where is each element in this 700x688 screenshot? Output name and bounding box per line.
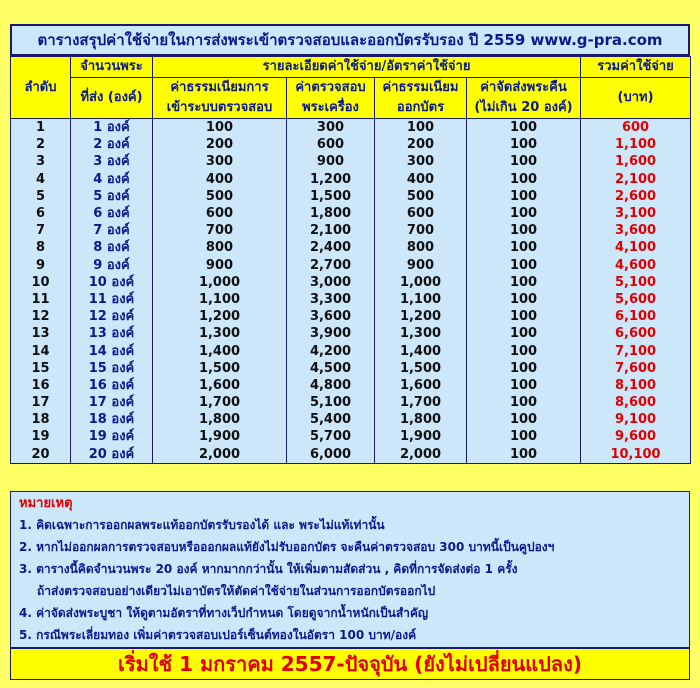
cell-check-fee: 1,800 xyxy=(287,205,375,222)
cell-check-fee: 5,700 xyxy=(287,428,375,445)
cell-order: 1 xyxy=(11,119,71,137)
cell-entry-fee: 100 xyxy=(153,119,287,137)
header-fee-entry-line1: ค่าธรรมเนียมการ xyxy=(170,80,269,95)
cell-total: 2,100 xyxy=(581,171,691,188)
cell-entry-fee: 300 xyxy=(153,153,287,170)
table-row xyxy=(11,171,691,188)
cell-check-fee: 1,200 xyxy=(287,171,375,188)
table-row xyxy=(11,136,691,153)
cell-count: 15 องค์ xyxy=(71,360,153,377)
cell-check-fee: 900 xyxy=(287,153,375,170)
page-title: ตารางสรุปค่าใช้จ่ายในการส่งพระเข้าตรวจสอบและออกบัตรรับรอง ปี 2559 www.g-pra.com xyxy=(10,24,690,56)
notes-title: หมายเหตุ xyxy=(19,496,73,511)
cell-check-fee: 300 xyxy=(287,119,375,137)
cell-return-fee: 100 xyxy=(467,239,581,256)
header-fee-card-line2: ออกบัตร xyxy=(396,100,445,115)
cell-card-fee: 1,200 xyxy=(375,308,467,325)
cell-card-fee: 700 xyxy=(375,222,467,239)
header-fee-check-line2: พระเครื่อง xyxy=(302,100,359,115)
header-count-line2: ที่ส่ง (องค์) xyxy=(71,78,153,119)
cell-total: 8,600 xyxy=(581,394,691,411)
cell-total: 8,100 xyxy=(581,377,691,394)
cell-return-fee: 100 xyxy=(467,153,581,170)
cell-total: 6,600 xyxy=(581,325,691,342)
cell-entry-fee: 1,000 xyxy=(153,274,287,291)
cell-return-fee: 100 xyxy=(467,308,581,325)
cell-count: 5 องค์ xyxy=(71,188,153,205)
table-row xyxy=(11,239,691,256)
cell-order: 12 xyxy=(11,308,71,325)
cell-card-fee: 1,700 xyxy=(375,394,467,411)
cell-entry-fee: 1,500 xyxy=(153,360,287,377)
cell-total: 7,600 xyxy=(581,360,691,377)
cell-count: 18 องค์ xyxy=(71,411,153,428)
cell-card-fee: 1,300 xyxy=(375,325,467,342)
note-item-continued: ถ้าส่งตรวจสอบอย่างเดียวไม่เอาบัตรให้ตัดค่าใช้จ่ายในส่วนการออกบัตรออกไป xyxy=(37,584,436,598)
cell-total: 1,600 xyxy=(581,153,691,170)
cell-count: 14 องค์ xyxy=(71,342,153,359)
table-row xyxy=(11,205,691,222)
cell-total: 10,100 xyxy=(581,446,691,464)
table-row xyxy=(11,153,691,170)
table-row xyxy=(11,325,691,342)
table-body xyxy=(11,119,691,464)
cell-entry-fee: 2,000 xyxy=(153,446,287,464)
table-row xyxy=(11,377,691,394)
cell-total: 5,100 xyxy=(581,274,691,291)
cell-check-fee: 2,700 xyxy=(287,257,375,274)
fee-summary-sheet xyxy=(8,8,692,680)
cell-return-fee: 100 xyxy=(467,171,581,188)
cell-order: 9 xyxy=(11,257,71,274)
cell-entry-fee: 600 xyxy=(153,205,287,222)
cell-total: 1,100 xyxy=(581,136,691,153)
table-row xyxy=(11,342,691,359)
cell-check-fee: 1,500 xyxy=(287,188,375,205)
cell-count: 2 องค์ xyxy=(71,136,153,153)
header-total-line2: (บาท) xyxy=(581,78,691,119)
header-total-line1: รวมค่าใช้จ่าย xyxy=(581,57,691,78)
cell-check-fee: 4,500 xyxy=(287,360,375,377)
cell-return-fee: 100 xyxy=(467,325,581,342)
cell-entry-fee: 1,100 xyxy=(153,291,287,308)
cell-total: 4,100 xyxy=(581,239,691,256)
cell-entry-fee: 1,900 xyxy=(153,428,287,445)
cell-count: 7 องค์ xyxy=(71,222,153,239)
header-order: ลำดับ xyxy=(11,57,71,119)
cell-card-fee: 400 xyxy=(375,171,467,188)
cell-return-fee: 100 xyxy=(467,446,581,464)
cell-return-fee: 100 xyxy=(467,394,581,411)
cell-card-fee: 2,000 xyxy=(375,446,467,464)
cell-card-fee: 200 xyxy=(375,136,467,153)
cell-order: 6 xyxy=(11,205,71,222)
note-item: 4. ค่าจัดส่งพระบูชา ให้ดูตามอัตราที่ทางเว็ปกำหนด โดยดูจากน้ำหนักเป็นสำคัญ xyxy=(19,606,429,620)
header-fee-return-line1: ค่าจัดส่งพระคืน xyxy=(480,80,567,95)
cell-count: 10 องค์ xyxy=(71,274,153,291)
cell-return-fee: 100 xyxy=(467,222,581,239)
cell-total: 7,100 xyxy=(581,342,691,359)
cell-check-fee: 5,100 xyxy=(287,394,375,411)
cell-return-fee: 100 xyxy=(467,291,581,308)
table-row xyxy=(11,428,691,445)
cell-entry-fee: 1,200 xyxy=(153,308,287,325)
cell-entry-fee: 1,400 xyxy=(153,342,287,359)
cell-entry-fee: 1,600 xyxy=(153,377,287,394)
cell-entry-fee: 1,700 xyxy=(153,394,287,411)
cell-card-fee: 1,600 xyxy=(375,377,467,394)
cell-order: 5 xyxy=(11,188,71,205)
cell-order: 11 xyxy=(11,291,71,308)
cell-count: 4 องค์ xyxy=(71,171,153,188)
notes-box xyxy=(10,491,690,648)
cell-card-fee: 900 xyxy=(375,257,467,274)
note-item: 5. กรณีพระเลี่ยมทอง เพิ่มค่าตรวจสอบเปอร์เซ็นต์ทองในอัตรา 100 บาท/องค์ xyxy=(19,628,417,642)
table-row xyxy=(11,446,691,464)
cell-card-fee: 1,100 xyxy=(375,291,467,308)
cell-entry-fee: 200 xyxy=(153,136,287,153)
table-row xyxy=(11,257,691,274)
cell-return-fee: 100 xyxy=(467,136,581,153)
cell-order: 15 xyxy=(11,360,71,377)
cell-order: 20 xyxy=(11,446,71,464)
note-item: 3. ตารางนี้คิดจำนวนพระ 20 องค์ หากมากกว่านั้น ให้เพิ่มตามสัดส่วน , คิดที่การจัดส่งต่อ 1 ครั้ง xyxy=(19,562,518,576)
cell-return-fee: 100 xyxy=(467,274,581,291)
cell-card-fee: 500 xyxy=(375,188,467,205)
note-item: 2. หากไม่ออกผลการตรวจสอบหรือออกผลแท้ยังไม่รับออกบัตร จะคืนค่าตรวจสอบ 300 บาทนี้เป็นคูปองฯ xyxy=(19,540,555,554)
cell-check-fee: 2,100 xyxy=(287,222,375,239)
table-row xyxy=(11,222,691,239)
header-fee-entry xyxy=(153,78,287,119)
cell-count: 12 องค์ xyxy=(71,308,153,325)
header-row-2 xyxy=(11,78,691,119)
cell-count: 8 องค์ xyxy=(71,239,153,256)
cell-check-fee: 5,400 xyxy=(287,411,375,428)
cell-check-fee: 600 xyxy=(287,136,375,153)
cell-entry-fee: 700 xyxy=(153,222,287,239)
cell-return-fee: 100 xyxy=(467,257,581,274)
cell-card-fee: 600 xyxy=(375,205,467,222)
cell-return-fee: 100 xyxy=(467,428,581,445)
cell-order: 19 xyxy=(11,428,71,445)
cell-card-fee: 1,000 xyxy=(375,274,467,291)
cell-total: 9,100 xyxy=(581,411,691,428)
cell-card-fee: 1,500 xyxy=(375,360,467,377)
cell-order: 3 xyxy=(11,153,71,170)
cell-card-fee: 100 xyxy=(375,119,467,137)
cell-card-fee: 1,800 xyxy=(375,411,467,428)
effective-date-banner: เริ่มใช้ 1 มกราคม 2557-ปัจจุบัน (ยังไม่เปลี่ยนแปลง) xyxy=(10,648,690,680)
cell-order: 17 xyxy=(11,394,71,411)
header-fee-return xyxy=(467,78,581,119)
cell-order: 16 xyxy=(11,377,71,394)
cell-entry-fee: 900 xyxy=(153,257,287,274)
cell-count: 20 องค์ xyxy=(71,446,153,464)
cell-check-fee: 4,800 xyxy=(287,377,375,394)
cell-count: 9 องค์ xyxy=(71,257,153,274)
table-row xyxy=(11,411,691,428)
cell-count: 13 องค์ xyxy=(71,325,153,342)
header-fee-card xyxy=(375,78,467,119)
cell-check-fee: 3,300 xyxy=(287,291,375,308)
header-row-1 xyxy=(11,57,691,78)
cell-total: 4,600 xyxy=(581,257,691,274)
table-row xyxy=(11,360,691,377)
cell-entry-fee: 400 xyxy=(153,171,287,188)
cell-total: 600 xyxy=(581,119,691,137)
table-row xyxy=(11,119,691,137)
cell-return-fee: 100 xyxy=(467,205,581,222)
cell-check-fee: 2,400 xyxy=(287,239,375,256)
cell-order: 8 xyxy=(11,239,71,256)
cell-order: 14 xyxy=(11,342,71,359)
cell-order: 10 xyxy=(11,274,71,291)
table-row xyxy=(11,394,691,411)
note-item: 1. คิดเฉพาะการออกผลพระแท้ออกบัตรรับรองได้ และ พระไม่แท้เท่านั้น xyxy=(19,518,385,532)
cell-return-fee: 100 xyxy=(467,119,581,137)
cell-total: 3,100 xyxy=(581,205,691,222)
cell-count: 6 องค์ xyxy=(71,205,153,222)
cell-return-fee: 100 xyxy=(467,188,581,205)
table-row xyxy=(11,291,691,308)
cell-entry-fee: 500 xyxy=(153,188,287,205)
cell-card-fee: 1,400 xyxy=(375,342,467,359)
cell-total: 5,600 xyxy=(581,291,691,308)
cell-total: 9,600 xyxy=(581,428,691,445)
cell-return-fee: 100 xyxy=(467,377,581,394)
header-detail-group: รายละเอียดค่าใช้จ่าย/อัตราค่าใช้จ่าย xyxy=(153,57,581,78)
cell-count: 1 องค์ xyxy=(71,119,153,137)
fee-table xyxy=(10,56,691,464)
cell-entry-fee: 800 xyxy=(153,239,287,256)
header-fee-check xyxy=(287,78,375,119)
cell-card-fee: 800 xyxy=(375,239,467,256)
table-row xyxy=(11,308,691,325)
cell-check-fee: 4,200 xyxy=(287,342,375,359)
header-count-line1: จำนวนพระ xyxy=(71,57,153,78)
cell-return-fee: 100 xyxy=(467,342,581,359)
cell-count: 16 องค์ xyxy=(71,377,153,394)
cell-card-fee: 1,900 xyxy=(375,428,467,445)
cell-order: 7 xyxy=(11,222,71,239)
cell-entry-fee: 1,300 xyxy=(153,325,287,342)
cell-total: 3,600 xyxy=(581,222,691,239)
table-row xyxy=(11,274,691,291)
cell-check-fee: 6,000 xyxy=(287,446,375,464)
header-fee-return-line2: (ไม่เกิน 20 องค์) xyxy=(474,100,573,115)
header-fee-card-line1: ค่าธรรมเนียม xyxy=(382,80,459,95)
cell-count: 11 องค์ xyxy=(71,291,153,308)
cell-order: 4 xyxy=(11,171,71,188)
cell-check-fee: 3,000 xyxy=(287,274,375,291)
cell-count: 3 องค์ xyxy=(71,153,153,170)
cell-order: 13 xyxy=(11,325,71,342)
cell-return-fee: 100 xyxy=(467,360,581,377)
cell-return-fee: 100 xyxy=(467,411,581,428)
cell-card-fee: 300 xyxy=(375,153,467,170)
header-fee-entry-line2: เข้าระบบตรวจสอบ xyxy=(166,100,273,115)
cell-order: 18 xyxy=(11,411,71,428)
cell-check-fee: 3,600 xyxy=(287,308,375,325)
header-fee-check-line1: ค่าตรวจสอบ xyxy=(295,80,366,95)
table-row xyxy=(11,188,691,205)
cell-check-fee: 3,900 xyxy=(287,325,375,342)
cell-total: 6,100 xyxy=(581,308,691,325)
cell-count: 19 องค์ xyxy=(71,428,153,445)
cell-entry-fee: 1,800 xyxy=(153,411,287,428)
cell-count: 17 องค์ xyxy=(71,394,153,411)
cell-total: 2,600 xyxy=(581,188,691,205)
cell-order: 2 xyxy=(11,136,71,153)
